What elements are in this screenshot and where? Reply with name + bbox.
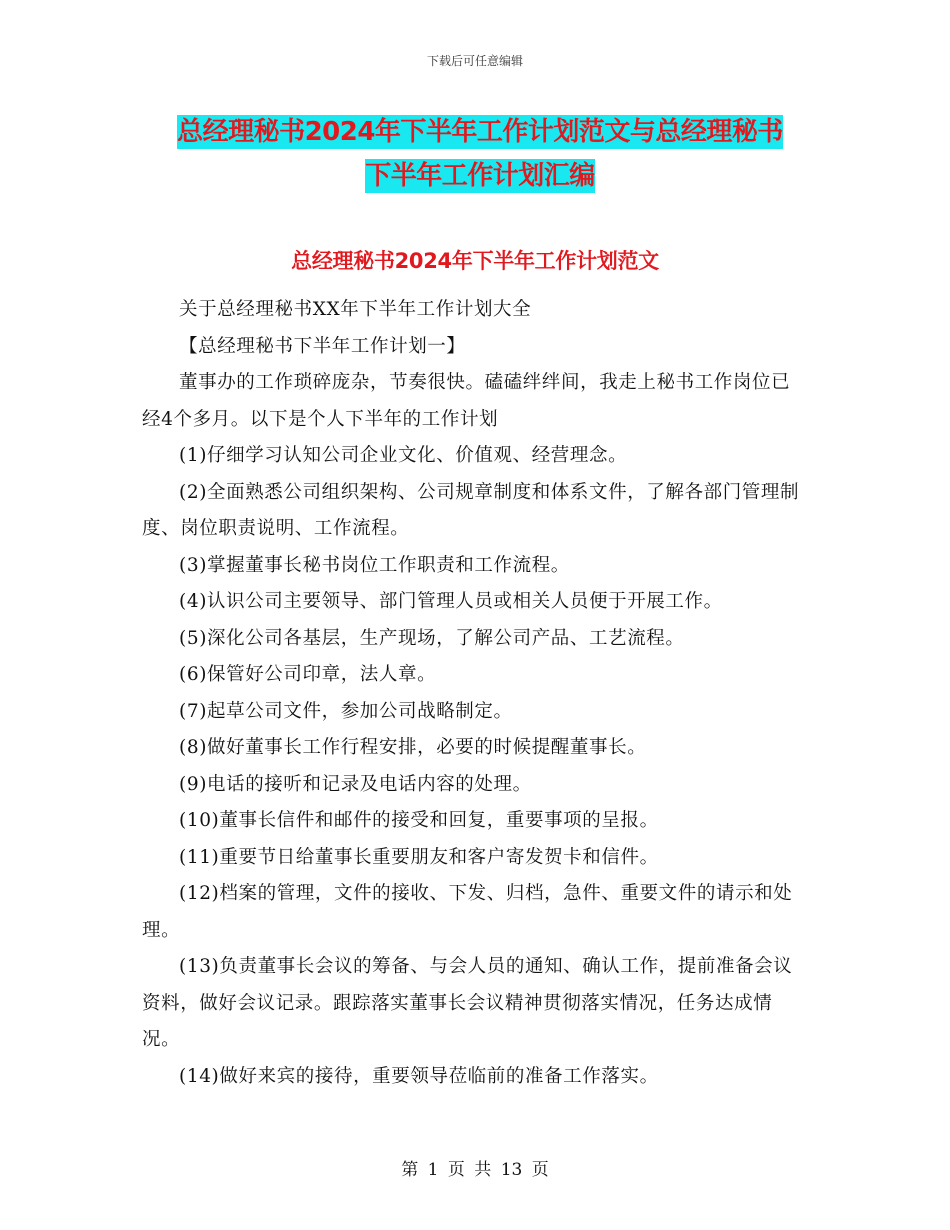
paragraph: (9)电话的接听和记录及电话内容的处理。 (179, 773, 532, 795)
paragraph: (6)保管好公司印章，法人章。 (179, 664, 437, 685)
document-title (140, 110, 820, 198)
document-title-line2: 下半年工作计划汇编 (365, 161, 595, 191)
page-footer: 第 1 页 共 13 页 (401, 1160, 549, 1180)
paragraph: (5)深化公司各基层，生产现场，了解公司产品、工艺流程。 (179, 627, 685, 649)
paragraph: (2)全面熟悉公司组织架构、公司规章制度和体系文件，了解各部门管理制度、岗位职责说明、工作流程。 (142, 481, 800, 539)
paragraph: (8)做好董事长工作行程安排，必要的时候提醒董事长。 (179, 737, 647, 758)
paragraph: (12)档案的管理，文件的接收、下发、归档，急件、重要文件的请示和处理。 (142, 883, 793, 941)
paragraph: (1)仔细学习认知公司企业文化、价值观、经营理念。 (179, 445, 628, 466)
paragraph: 董事办的工作琐碎庞杂，节奏很快。磕磕绊绊间，我走上秘书工作岗位已经4个多月。以下是个人下半年的工作计划 (142, 372, 791, 430)
page-header: 下载后可任意编辑 (426, 54, 523, 68)
paragraph: (3)掌握董事长秘书岗位工作职责和工作流程。 (179, 554, 570, 576)
paragraph: (13)负责董事长会议的筹备、与会人员的通知、确认工作，提前准备会议资料，做好会议记录。跟踪落实董事长会议精神贯彻落实情况，任务达成情况。 (142, 956, 793, 1050)
paragraph: (14)做好来宾的接待，重要领导莅临前的准备工作落实。 (179, 1065, 659, 1087)
section-title: 总经理秘书2024年下半年工作计划范文 (291, 249, 659, 273)
paragraph: (7)起草公司文件，参加公司战略制定。 (179, 700, 513, 722)
document-title-line1: 总经理秘书2024年下半年工作计划范文与总经理秘书 (177, 117, 783, 147)
paragraph: (11)重要节日给董事长重要朋友和客户寄发贺卡和信件。 (179, 846, 659, 868)
paragraph: (4)认识公司主要领导、部门管理人员或相关人员便于开展工作。 (179, 591, 723, 612)
body-text (142, 292, 806, 1095)
paragraph: 关于总经理秘书XX年下半年工作计划大全 (179, 299, 532, 320)
paragraph: 【总经理秘书下半年工作计划一】 (179, 335, 466, 357)
paragraph: (10)董事长信件和邮件的接受和回复，重要事项的呈报。 (179, 810, 659, 831)
